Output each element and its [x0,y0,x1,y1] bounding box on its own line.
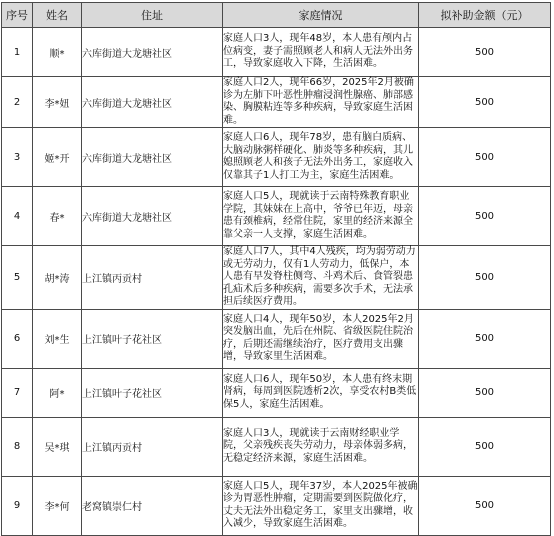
header-address: 住址 [82,3,223,28]
table-row [2,476,551,535]
row-situation-text: 家庭人口4人，现年50岁，本人2025年2月突发脑出血，先后在州院、省级医院住院治疗，后期还需继续治疗，医疗费用支出骤增，导致家里生活困难。 [223,313,414,362]
row-situation-text: 家庭人口6人，现年50岁，本人患有终末期肾病，每周到医院透析2次，享受农村B类低保5人，家庭生活困难。 [223,373,417,410]
row-situation [223,128,419,187]
table-row [2,246,551,310]
row-situation-text: 家庭人口5人，现年37岁，本人2025年被确诊为胃恶性肿瘤，定期需要到医院做化疗，丈夫无法外出稳定务工，家里支出骤增，收入减少，导致家庭生活困难。 [223,480,418,529]
header-row [2,3,551,28]
row-name: 刘*生 [33,309,82,368]
row-index: 9 [2,476,33,535]
row-situation [223,246,419,310]
row-situation [223,187,419,246]
row-amount: 500 [419,246,551,310]
row-situation [223,28,419,77]
table-row [2,368,551,417]
row-situation [223,417,419,476]
row-amount: 500 [419,417,551,476]
row-situation-text: 家庭人口2人，现年66岁，2025年2月被确诊为左肺下叶恶性肿瘤浸润性腺癌、肺部感染、胸膜粘连等多种疾病，导致家庭生活困难。 [223,77,414,126]
table-row [2,28,551,77]
row-index: 3 [2,128,33,187]
row-index: 4 [2,187,33,246]
row-name: 李*妞 [33,77,82,128]
row-address: 六库街道大龙塘社区 [82,77,223,128]
row-amount: 500 [419,476,551,535]
row-name: 李*何 [33,476,82,535]
row-situation [223,77,419,128]
table-row [2,77,551,128]
row-name: 顺* [33,28,82,77]
row-amount: 500 [419,28,551,77]
row-name: 吴*琪 [33,417,82,476]
row-amount: 500 [419,128,551,187]
row-address: 六库街道大龙塘社区 [82,128,223,187]
row-situation-text: 家庭人口3人，现就读于云南财经职业学院，父亲残疾丧失劳动力，母亲体弱多病，无稳定经济来源，家庭生活困难。 [223,427,413,464]
row-index: 5 [2,246,33,310]
table-row [2,187,551,246]
row-situation [223,309,419,368]
row-address: 上江镇叶子花社区 [82,368,223,417]
header-situation: 家庭情况 [223,3,419,28]
row-address: 上江镇丙贡村 [82,417,223,476]
row-address: 六库街道大龙塘社区 [82,187,223,246]
row-name: 阿* [33,368,82,417]
row-address: 六库街道大龙塘社区 [82,28,223,77]
header-name: 姓名 [33,3,82,28]
row-situation-text: 家庭人口5人，现就读于云南特殊教育职业学院，其妹妹在上高中，爷爷已年迈，母亲患有颈椎病，经常住院，家里的经济来源全靠父亲一人支撑，家庭生活困难。 [223,191,413,240]
row-situation [223,368,419,417]
row-index: 7 [2,368,33,417]
row-address: 老窝镇崇仁村 [82,476,223,535]
table-row [2,417,551,476]
table-row [2,128,551,187]
row-amount: 500 [419,77,551,128]
row-address: 上江镇丙贡村 [82,246,223,310]
header-index: 序号 [2,3,33,28]
row-name: 姬*开 [33,128,82,187]
row-situation [223,476,419,535]
assistance-table [1,2,551,536]
row-name: 胡*涛 [33,246,82,310]
row-amount: 500 [419,187,551,246]
row-amount: 500 [419,309,551,368]
row-index: 2 [2,77,33,128]
row-index: 8 [2,417,33,476]
row-address: 上江镇叶子花社区 [82,309,223,368]
row-situation-text: 家庭人口6人，现年78岁，患有脑白质病、大脑动脉粥样硬化、肺炎等多种疾病，其儿媳照顾老人和孩子无法外出务工，家庭收入仅靠其子1人打工为主，家庭生活困难。 [223,132,413,181]
row-name: 春* [33,187,82,246]
table-row [2,309,551,368]
row-index: 1 [2,28,33,77]
row-situation-text: 家庭人口3人，现年48岁，本人患有颅内占位病变，妻子需照顾老人和病人无法外出务工，导致家庭收入下降，生活困难。 [223,33,413,70]
row-amount: 500 [419,368,551,417]
row-situation-text: 家庭人口7人，其中4人残疾，均为弱劳动力或无劳动力，仅有1人劳动力，低保户，本人患有早发脊柱侧弯、斗鸡术后、食管裂患孔疝术后多种疾病，需要多次手术，无法承担后续医疗费用。 [223,246,416,307]
header-amount: 拟补助金额（元） [419,3,551,28]
row-index: 6 [2,309,33,368]
